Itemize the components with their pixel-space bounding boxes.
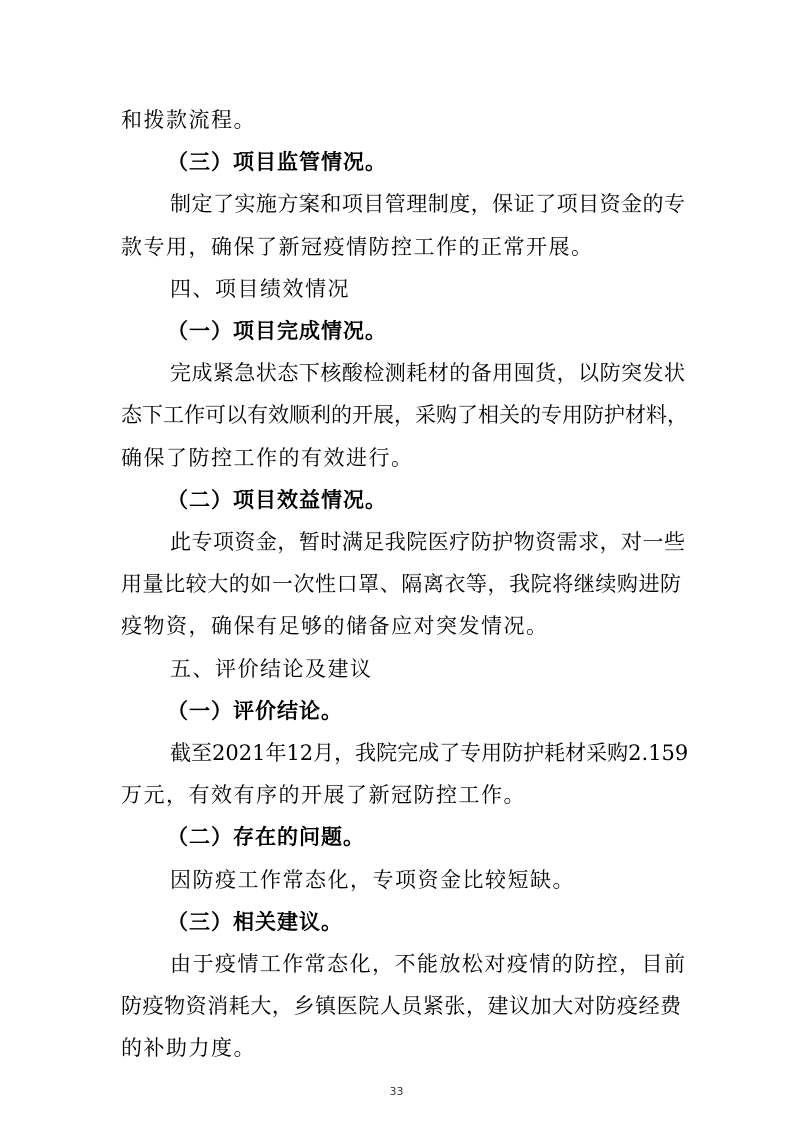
paragraph-line: 款专用，确保了新冠疫情防控工作的正常开展。 (121, 234, 594, 259)
paragraph-line: 截至2021年12月，我院完成了专用防护耗材采购2.159 (170, 741, 689, 765)
section-heading: （三）项目监管情况。 (167, 150, 387, 175)
paragraph-line: 万元，有效有序的开展了新冠防控工作。 (121, 783, 526, 808)
paragraph-line: 制定了实施方案和项目管理制度，保证了项目资金的专 (170, 192, 685, 217)
page-number: 33 (389, 1084, 404, 1098)
paragraph-line: 疫物资，确保有足够的储备应对突发情况。 (121, 614, 549, 639)
section-title: 四、项目绩效情况 (170, 276, 350, 301)
paragraph-line: 因防疫工作常态化，专项资金比较短缺。 (170, 867, 575, 892)
section-heading: （一）项目完成情况。 (167, 319, 387, 343)
section-title: 五、评价结论及建议 (170, 656, 373, 681)
paragraph-line: 确保了防控工作的有效进行。 (121, 445, 414, 470)
section-heading: （二）存在的问题。 (167, 825, 365, 850)
section-heading: （三）相关建议。 (167, 909, 343, 934)
paragraph-line: 态下工作可以有效顺利的开展，采购了相关的专用防护材料， (121, 403, 688, 428)
section-heading: （二）项目效益情况。 (167, 487, 387, 512)
paragraph-line: 防疫物资消耗大，乡镇医院人员紧张，建议加大对防疫经费 (121, 994, 681, 1019)
paragraph-line: 完成紧急状态下核酸检测耗材的备用囤货，以防突发状 (170, 361, 685, 386)
paragraph-line: 用量比较大的如一次性口罩、隔离衣等，我院将继续购进防 (121, 572, 681, 597)
paragraph-line: 此专项资金，暂时满足我院医疗防护物资需求，对一些 (170, 530, 685, 554)
section-heading: （一）评价结论。 (167, 698, 343, 723)
paragraph-line: 由于疫情工作常态化，不能放松对疫情的防控，目前 (170, 952, 685, 976)
paragraph-line: 和拨款流程。 (121, 108, 256, 132)
paragraph-line: 的补助力度。 (121, 1036, 256, 1061)
